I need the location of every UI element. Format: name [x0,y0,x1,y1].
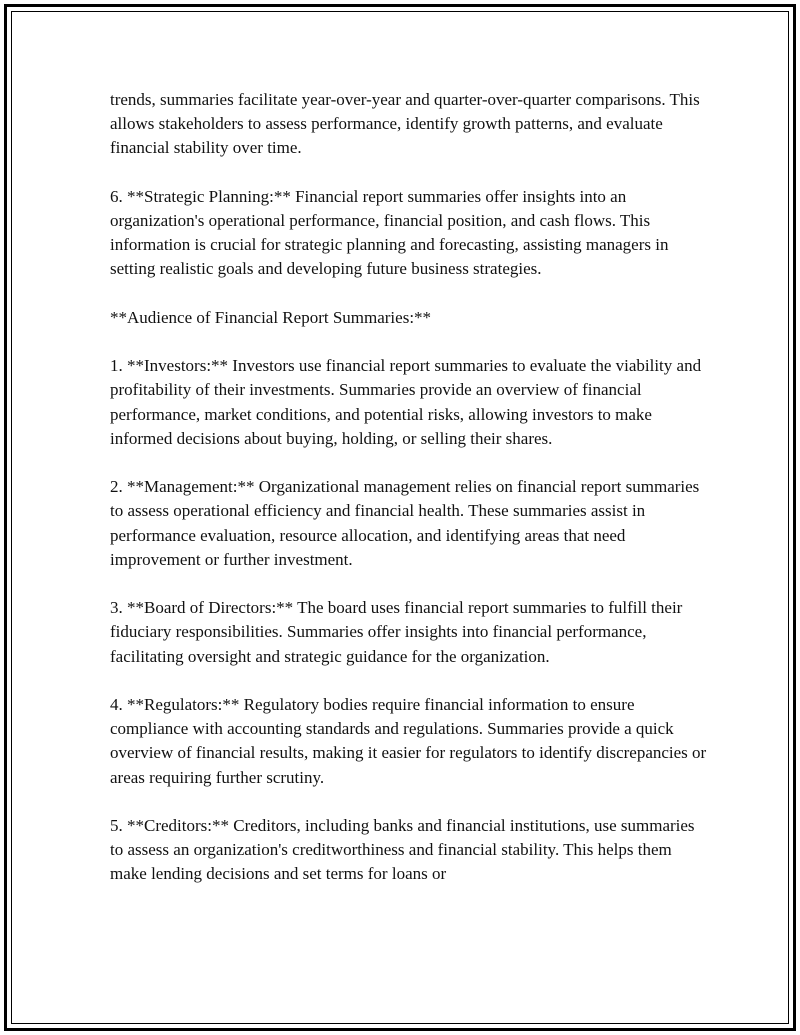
paragraph-regulators: 4. **Regulators:** Regulatory bodies require financial information to ensure compliance with accounting standards and regulations. Summaries provide a quick overview of financial results, making it easier for regulators to identify discrepancies or areas requiring further scrutiny. [110,694,707,787]
paragraph-management: 2. **Management:** Organizational management relies on financial report summaries to assess operational efficiency and financial health. These summaries assist in performance evaluation, resource allocation, and identifying areas that need improvement or further investment. [110,477,700,569]
paragraph-strategic-planning: 6. **Strategic Planning:** Financial report summaries offer insights into an organization's operational performance, financial position, and cash flows. This information is crucial for strategic planning and forecasting, assisting managers in setting realistic goals and developing future business strategies. [110,186,669,279]
heading-audience: **Audience of Financial Report Summaries:** [110,307,432,327]
paragraph-trends-continuation: trends, summaries facilitate year-over-year and quarter-over-quarter comparisons. This allows stakeholders to assess performance, identify growth patterns, and evaluate financial stability over time. [110,90,700,158]
paragraph-investors: 1. **Investors:** Investors use financial report summaries to evaluate the viability and profitability of their investments. Summaries provide an overview of financial performance, market conditions, and potential risks, allowing investors to make informed decisions about buying, holding, or selling their shares. [110,356,702,448]
paragraph-board-of-directors: 3. **Board of Directors:** The board uses financial report summaries to fulfill their fiduciary responsibilities. Summaries offer insights into financial performance, facilitating oversight and strategic guidance for the organization. [110,598,683,666]
paragraph-creditors: 5. **Creditors:** Creditors, including banks and financial institutions, use summaries to assess an organization's creditworthiness and financial stability. This helps them make lending decisions and set terms for loans or [110,815,695,884]
document-body [110,88,710,911]
